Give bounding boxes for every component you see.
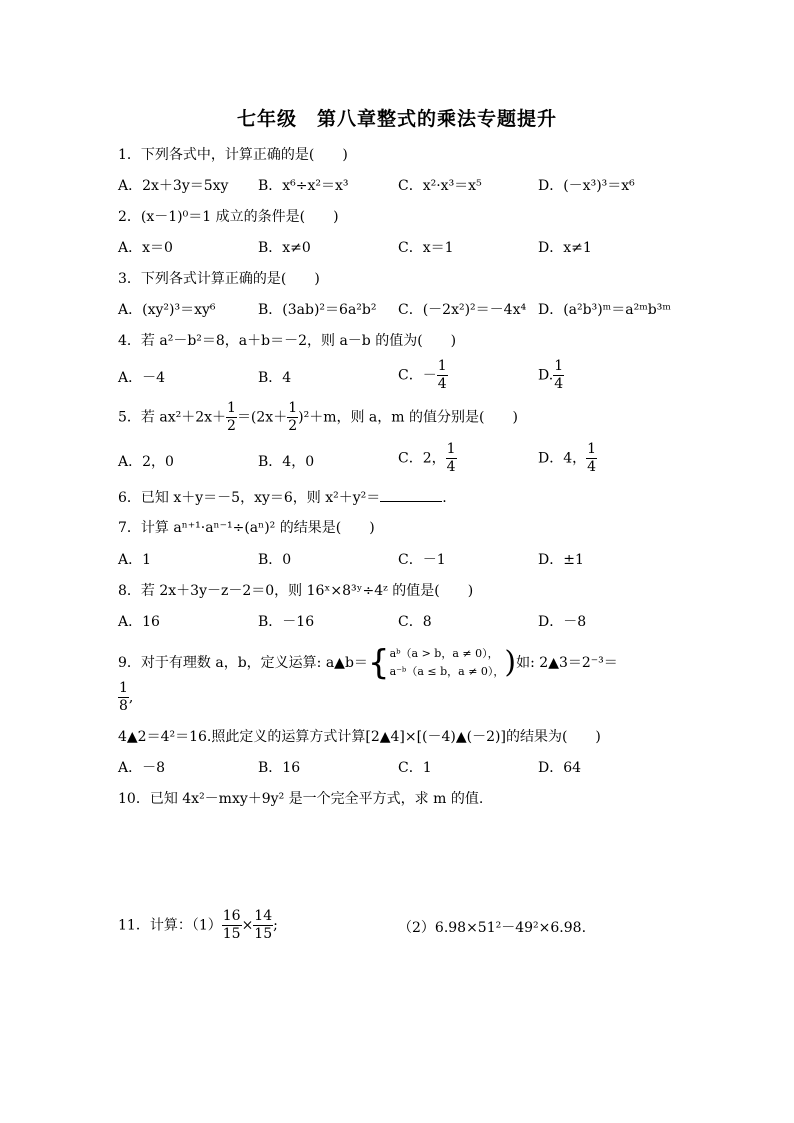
q3-option-b: B．(3ab)²＝6a²b² [258,302,377,318]
q9-option-d: D．64 [538,760,582,776]
q4-option-a: A．－4 [118,370,166,386]
q5-option-c-prefix: C．2， [398,450,446,467]
q5-fraction-1 [226,400,237,435]
answer-blank [380,487,442,502]
q6-stem-end: . [442,490,447,506]
q4-option-d-fraction [553,358,564,393]
q5-option-d [538,441,597,476]
fraction-denominator: 2 [227,418,236,434]
case-1: aᵇ（a > b，a ≠ 0）， [389,647,499,660]
fraction-denominator: 4 [446,459,456,475]
q4-option-d-prefix: D. [538,367,554,384]
q5-option-d-prefix: D．4， [538,450,587,467]
q1-option-d: D．(－x³)³＝x⁶ [538,178,635,194]
question-9-stem [118,645,618,681]
question-11-stem [118,908,278,943]
piecewise-cases [390,645,505,681]
q5-option-c [398,441,457,476]
left-brace: { [367,643,390,683]
q9-option-b: B．16 [258,760,301,776]
q7-option-c: C．－1 [398,552,446,568]
q7-option-a: A．1 [118,552,152,568]
question-5-stem [118,400,518,435]
fraction-numerator: 1 [227,400,236,416]
q5-option-a: A．2，0 [118,454,174,470]
q11-prefix: 11．计算：（1） [118,917,222,934]
fraction-denominator: 15 [222,926,241,942]
q4-option-c-prefix: C．－ [398,367,437,384]
fraction-denominator: 4 [587,459,597,475]
question-6-stem [118,487,447,508]
q4-option-c [398,358,448,393]
fraction-denominator: 15 [254,926,273,942]
q4-option-d [538,358,564,393]
question-2-stem: 2．(x－1)⁰＝1 成立的条件是( ) [118,209,339,225]
q2-option-c: C．x＝1 [398,240,454,256]
question-1-stem: 1．下列各式中，计算正确的是( ) [118,147,348,163]
question-3-stem: 3．下列各式计算正确的是( ) [118,271,320,287]
fraction-denominator: 4 [554,376,564,392]
q5-fraction-2 [287,400,298,435]
case-2: a⁻ᵇ（a ≤ b，a ≠ 0）， [389,665,505,678]
q11-semicolon: ; [273,917,278,934]
q9-option-c: C．1 [398,760,432,776]
fraction-numerator: 1 [288,400,298,416]
q9-fraction-comma: , [128,689,134,706]
q8-option-a: A．16 [118,614,160,630]
q2-option-a: A．x＝0 [118,240,173,256]
q1-option-a: A．2x＋3y＝5xy [118,178,229,194]
fraction-numerator: 1 [119,680,128,696]
q9-option-a: A．－8 [118,760,166,776]
q3-option-d: D．(a²b³)ᵐ＝a²ᵐb³ᵐ [538,302,671,318]
question-7-stem: 7．计算 aⁿ⁺¹·aⁿ⁻¹÷(aⁿ)² 的结果是( ) [118,520,375,536]
q3-option-a: A．(xy²)³＝xy⁶ [118,302,216,318]
fraction-numerator: 1 [437,358,447,374]
fraction-numerator: 1 [446,441,456,457]
q1-option-c: C．x²·x³＝x⁵ [398,178,482,194]
question-8-stem: 8．若 2x＋3y－z－2＝0，则 16ˣ×8³ʸ÷4ᶻ 的值是( ) [118,583,474,599]
q3-option-c: C．(－2x²)²＝－4x⁴ [398,302,527,318]
right-bracket: ) [504,645,517,680]
q5-stem-suffix: )²＋m，则 a，m 的值分别是( ) [298,409,518,426]
q4-option-c-fraction [437,358,448,393]
fraction-denominator: 2 [288,418,298,434]
q4-option-b: B．4 [258,370,292,386]
q6-stem-text: 6．已知 x＋y＝－5，xy＝6，则 x²＋y²＝ [118,490,381,506]
q5-stem-middle: ＝(2x＋ [236,409,288,426]
q2-option-d: D．x≠1 [538,240,592,256]
question-4-stem: 4．若 a²－b²＝8，a＋b＝－2，则 a－b 的值为( ) [118,333,457,349]
q8-option-b: B．－16 [258,614,315,630]
times-sign: × [241,917,254,934]
fraction-numerator: 1 [587,441,597,457]
page-title: 七年级 第八章整式的乘法专题提升 [236,108,557,130]
q11-fraction-1 [222,908,242,943]
q9-stem-prefix: 9．对于有理数 a，b，定义运算: a▲b＝ [118,655,368,671]
q11-fraction-2 [253,908,273,943]
question-10-stem: 10．已知 4x²－mxy＋9y² 是一个完全平方式，求 m 的值. [118,791,484,807]
fraction-numerator: 14 [254,908,273,924]
q9-fraction [118,680,129,715]
q5-stem-prefix: 5．若 ax²＋2x＋ [118,409,227,426]
question-9-line-2: 4▲2＝4²＝16.照此定义的运算方式计算[2▲4]×[(－4)▲(－2)]的结果为( ) [118,729,601,745]
fraction-denominator: 8 [119,698,128,714]
q8-option-d: D．－8 [538,614,587,630]
fraction-numerator: 1 [554,358,564,374]
fraction-denominator: 4 [437,376,447,392]
question-11-part-2: （2）6.98×51²－49²×6.98. [398,920,587,936]
q1-option-b: B．x⁶÷x²＝x³ [258,178,349,194]
q2-option-b: B．x≠0 [258,240,311,256]
q8-option-c: C．8 [398,614,432,630]
q7-option-d: D．±1 [538,552,584,568]
fraction-numerator: 16 [222,908,241,924]
q5-option-b: B．4，0 [258,454,315,470]
q5-option-d-fraction [586,441,597,476]
q9-example-fraction [118,680,133,715]
q7-option-b: B．0 [258,552,292,568]
q9-stem-suffix: 如: 2▲3＝2⁻³＝ [516,655,618,671]
q5-option-c-fraction [446,441,457,476]
